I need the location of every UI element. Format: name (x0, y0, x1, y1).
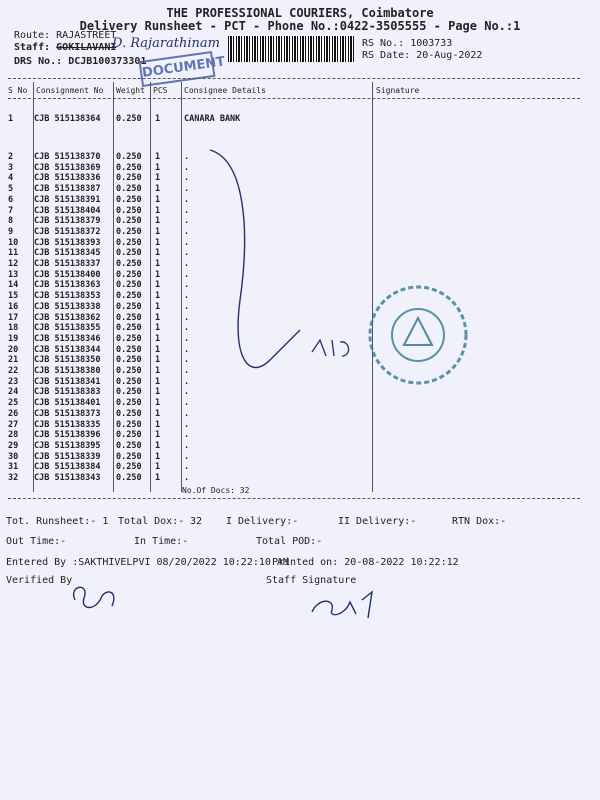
row-sno: 5 (8, 184, 14, 195)
row-pcs: 1 (155, 440, 161, 451)
row-consignment-no: CJB 515138353 (34, 291, 101, 302)
row-consignee: . (184, 291, 190, 302)
row-sno: 18 (8, 323, 19, 334)
row-weight: 0.250 (116, 473, 142, 483)
row-sno: 14 (8, 280, 19, 291)
row-pcs: 1 (155, 205, 161, 216)
row-pcs: 1 (155, 333, 161, 344)
row-sno: 4 (8, 173, 14, 184)
row-consignment-no: CJB 515138341 (34, 376, 101, 387)
row-weight: 0.250 (116, 280, 142, 291)
row-consignee: . (184, 462, 190, 473)
row-consignment-no: CJB 515138383 (34, 387, 101, 398)
row-pcs: 1 (155, 152, 161, 162)
row-weight: 0.250 (116, 173, 142, 184)
row-weight: 0.250 (116, 344, 142, 355)
row-sno: 12 (8, 259, 19, 269)
row-consignment-no: CJB 515138350 (34, 355, 101, 366)
route-value: RAJASTREET (56, 30, 117, 41)
row-pcs: 1 (155, 323, 161, 334)
row-consignee: . (184, 269, 190, 280)
row-weight: 0.250 (116, 440, 142, 451)
row-consignee: . (184, 301, 190, 312)
staff-signature-label: Staff Signature (266, 575, 357, 586)
row-pcs: 1 (155, 216, 161, 227)
runsheet-title: Delivery Runsheet - PCT - Phone No.:0422-3505555 - Page No.:1 (79, 19, 521, 33)
row-pcs: 1 (155, 280, 161, 291)
row-sno: 13 (8, 269, 19, 280)
row-consignee: . (184, 366, 190, 376)
row-weight: 0.250 (116, 462, 142, 473)
row-consignee: . (184, 387, 190, 398)
row-pcs: 1 (155, 301, 161, 312)
col-header-sno: S No (8, 86, 28, 95)
printed-on: Printed on: 20-08-2022 10:22:12 (272, 557, 459, 568)
row-pcs: 1 (155, 291, 161, 302)
row-sno: 10 (8, 237, 19, 248)
row-consignee: . (184, 226, 190, 237)
row-pcs: 1 (155, 248, 161, 259)
row-sno: 19 (8, 333, 19, 344)
ii-delivery: II Delivery:- (338, 516, 417, 527)
total-dox-label: Total Dox:- (118, 516, 185, 527)
row-weight: 0.250 (116, 301, 142, 312)
route-label: Route: (14, 30, 51, 41)
row-pcs: 1 (155, 451, 161, 462)
row-pcs: 1 (155, 259, 161, 269)
row-consignee: . (184, 173, 190, 184)
row-consignment-no: CJB 515138369 (34, 162, 101, 173)
row-consignment-no: CJB 515138401 (34, 398, 101, 409)
row-weight: 0.250 (116, 194, 142, 205)
company-name: THE PROFESSIONAL COURIERS, Coimbatore (166, 6, 434, 20)
row-consignee: . (184, 430, 190, 441)
total-dox-value: 32 (190, 516, 203, 527)
row-consignment-no: CJB 515138400 (34, 269, 101, 280)
row-sno: 17 (8, 312, 19, 323)
row-consignee: . (184, 440, 190, 451)
row-consignment-no: CJB 515138363 (34, 280, 101, 291)
row-sno: 23 (8, 376, 19, 387)
row-sno: 26 (8, 408, 19, 419)
row-pcs: 1 (155, 312, 161, 323)
row-consignment-no: CJB 515138345 (34, 248, 101, 259)
rs-no-label: RS No.: (362, 38, 405, 49)
col-header-signature: Signature (376, 86, 420, 95)
row-weight: 0.250 (116, 333, 142, 344)
row-consignment-no: CJB 515138373 (34, 408, 101, 419)
col-header-weight: Weight (116, 86, 145, 95)
row-consignment-no: CJB 515138338 (34, 301, 101, 312)
row-sno: 22 (8, 366, 19, 376)
row-consignment-no: CJB 515138391 (34, 194, 101, 205)
rtn-dox: RTN Dox:- (452, 516, 507, 527)
row-pcs: 1 (155, 387, 161, 398)
row-sno: 21 (8, 355, 19, 366)
row-sno: 25 (8, 398, 19, 409)
verifier-signature (74, 587, 114, 607)
staff-value: GOKILAVANI (56, 42, 117, 53)
row-consignee: . (184, 194, 190, 205)
row-consignee: . (184, 312, 190, 323)
row-consignment-no: CJB 515138396 (34, 430, 101, 441)
row-consignment-no: CJB 515138387 (34, 184, 101, 195)
row-pcs: 1 (155, 408, 161, 419)
row-sno: 27 (8, 419, 19, 430)
row-sno: 6 (8, 194, 14, 205)
row-pcs: 1 (155, 430, 161, 441)
row-sno: 11 (8, 248, 19, 259)
bank-stamp-outer (370, 287, 466, 383)
row-consignment-no: CJB 515138395 (34, 440, 101, 451)
row-pcs: 1 (155, 173, 161, 184)
row-consignment-no: CJB 515138393 (34, 237, 101, 248)
row-consignee: . (184, 216, 190, 227)
row-weight: 0.250 (116, 312, 142, 323)
row-consignment-no: CJB 515138362 (34, 312, 101, 323)
row-sno: 29 (8, 440, 19, 451)
row-sno: 2 (8, 152, 14, 162)
row-sno: 15 (8, 291, 19, 302)
entered-by: Entered By :SAKTHIVELPVI 08/20/2022 10:22:10 AM (6, 557, 289, 568)
row-pcs: 1 (155, 398, 161, 409)
row-consignee: . (184, 323, 190, 334)
row-pcs: 1 (155, 226, 161, 237)
row-weight: 0.250 (116, 216, 142, 227)
row-consignment-no: CJB 515138336 (34, 173, 101, 184)
row-sno: 16 (8, 301, 19, 312)
col-header-consignment: Consignment No (36, 86, 104, 95)
row-weight: 0.250 (116, 376, 142, 387)
row-consignee: . (184, 184, 190, 195)
row-consignee: CANARA BANK (184, 114, 241, 124)
i-delivery: I Delivery:- (226, 516, 299, 527)
row-consignee: . (184, 152, 190, 162)
handwritten-staff-name: D. Rajarathinam (112, 36, 221, 51)
row-consignee: . (184, 333, 190, 344)
row-consignee: . (184, 344, 190, 355)
staff-label: Staff: (14, 42, 51, 53)
row-sno: 8 (8, 216, 14, 227)
row-consignee: . (184, 237, 190, 248)
row-weight: 0.250 (116, 184, 142, 195)
row-weight: 0.250 (116, 248, 142, 259)
row-sno: 1 (8, 114, 14, 124)
row-consignment-no: CJB 515138344 (34, 344, 101, 355)
row-weight: 0.250 (116, 205, 142, 216)
col-header-pcs: PCS (153, 86, 168, 95)
row-weight: 0.250 (116, 419, 142, 430)
drs-value: DCJB100373301 (68, 56, 147, 67)
row-consignment-no: CJB 515138364 (34, 114, 101, 124)
document-stamp: DOCUMENT (139, 51, 216, 87)
row-pcs: 1 (155, 344, 161, 355)
tot-runsheet: Tot. Runsheet:- 1 (6, 516, 109, 527)
staff-signature-mark (312, 592, 372, 618)
row-weight: 0.250 (116, 355, 142, 366)
row-consignment-no: CJB 515138343 (34, 473, 101, 483)
row-consignee: . (184, 419, 190, 430)
row-pcs: 1 (155, 473, 161, 483)
row-consignee: . (184, 205, 190, 216)
row-consignment-no: CJB 515138372 (34, 226, 101, 237)
row-sno: 7 (8, 205, 14, 216)
no-of-docs: No.Of Docs: 32 (182, 486, 250, 495)
row-weight: 0.250 (116, 152, 142, 162)
row-consignment-no: CJB 515138370 (34, 152, 101, 162)
row-pcs: 1 (155, 419, 161, 430)
row-weight: 0.250 (116, 162, 142, 173)
row-sno: 32 (8, 473, 19, 483)
row-weight: 0.250 (116, 237, 142, 248)
rs-no-value: 1003733 (410, 38, 453, 49)
row-consignment-no: CJB 515138380 (34, 366, 101, 376)
row-sno: 31 (8, 462, 19, 473)
row-weight: 0.250 (116, 259, 142, 269)
row-consignment-no: CJB 515138379 (34, 216, 101, 227)
row-consignee: . (184, 398, 190, 409)
row-consignment-no: CJB 515138337 (34, 259, 101, 269)
verified-by-label: Verified By (6, 575, 73, 586)
row-consignee: . (184, 408, 190, 419)
in-time: In Time:- (134, 536, 189, 547)
row-pcs: 1 (155, 366, 161, 376)
row-sno: 9 (8, 226, 14, 237)
row-weight: 0.250 (116, 366, 142, 376)
row-weight: 0.250 (116, 387, 142, 398)
row-weight: 0.250 (116, 451, 142, 462)
row-consignee: . (184, 248, 190, 259)
rs-date-label: RS Date: (362, 50, 411, 61)
bank-logo-icon (404, 318, 432, 345)
drs-label: DRS No.: (14, 56, 63, 67)
row-consignment-no: CJB 515138335 (34, 419, 101, 430)
col-header-consignee: Consignee Details (184, 86, 266, 95)
row-weight: 0.250 (116, 114, 142, 124)
row-pcs: 1 (155, 184, 161, 195)
row-consignment-no: CJB 515138384 (34, 462, 101, 473)
row-consignment-no: CJB 515138355 (34, 323, 101, 334)
row-consignee: . (184, 473, 190, 483)
row-weight: 0.250 (116, 291, 142, 302)
row-weight: 0.250 (116, 398, 142, 409)
row-consignee: . (184, 280, 190, 291)
row-sno: 20 (8, 344, 19, 355)
row-sno: 28 (8, 430, 19, 441)
row-consignee: . (184, 162, 190, 173)
row-consignee: . (184, 259, 190, 269)
row-consignment-no: CJB 515138404 (34, 205, 101, 216)
delivery-scribble (210, 150, 300, 368)
row-weight: 0.250 (116, 323, 142, 334)
row-weight: 0.250 (116, 430, 142, 441)
row-pcs: 1 (155, 194, 161, 205)
row-pcs: 1 (155, 162, 161, 173)
row-sno: 30 (8, 451, 19, 462)
row-pcs: 1 (155, 114, 161, 124)
row-consignment-no: CJB 515138346 (34, 333, 101, 344)
row-consignment-no: CJB 515138339 (34, 451, 101, 462)
row-pcs: 1 (155, 237, 161, 248)
row-sno: 24 (8, 387, 19, 398)
total-pod: Total POD:- (256, 536, 323, 547)
row-pcs: 1 (155, 462, 161, 473)
row-sno: 3 (8, 162, 14, 173)
row-consignee: . (184, 451, 190, 462)
row-consignee: . (184, 376, 190, 387)
initials-scribble (312, 340, 349, 356)
row-pcs: 1 (155, 355, 161, 366)
row-weight: 0.250 (116, 269, 142, 280)
rs-date-value: 20-Aug-2022 (416, 50, 483, 61)
out-time: Out Time:- (6, 536, 67, 547)
row-pcs: 1 (155, 269, 161, 280)
row-consignee: . (184, 355, 190, 366)
row-weight: 0.250 (116, 408, 142, 419)
row-weight: 0.250 (116, 226, 142, 237)
row-pcs: 1 (155, 376, 161, 387)
